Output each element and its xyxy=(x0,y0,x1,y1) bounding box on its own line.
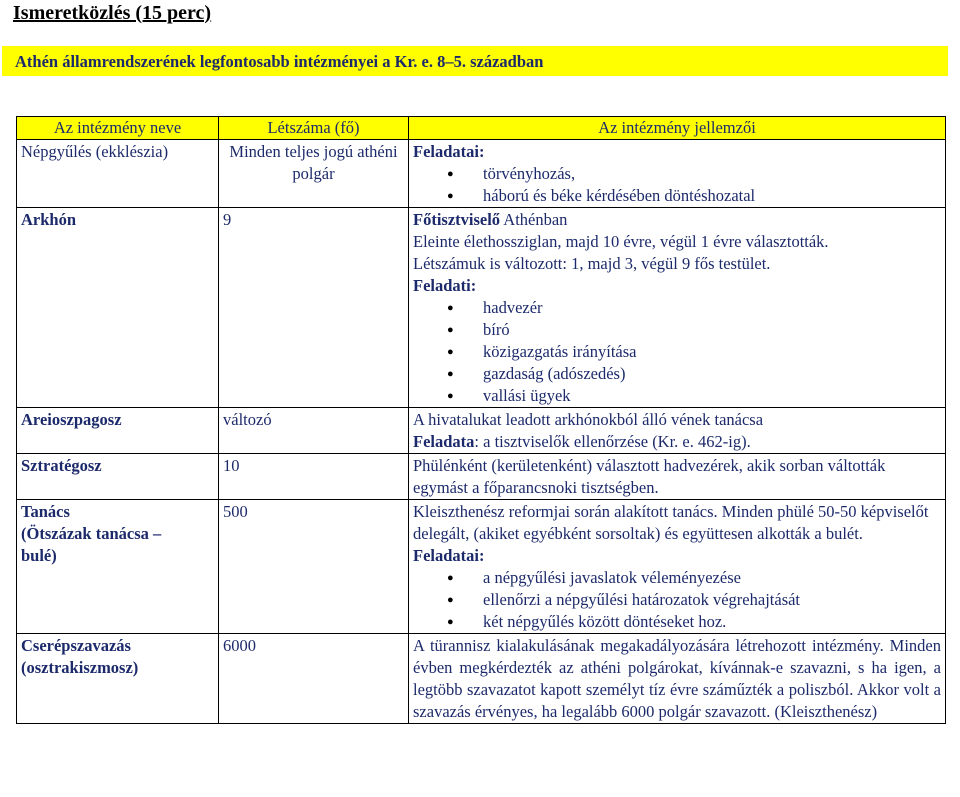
header-count: Létszáma (fő) xyxy=(219,117,409,140)
subtitle-banner: Athén államrendszerének legfontosabb intézményei a Kr. e. 8–5. században xyxy=(2,46,948,76)
list-item: ● törvényhozás, xyxy=(413,163,941,185)
table-row xyxy=(17,634,946,724)
institution-count: változó xyxy=(219,408,409,454)
name-line: (Ötszázak tanácsa – xyxy=(21,524,162,543)
institution-name: Arkhón xyxy=(17,208,219,408)
institution-features xyxy=(409,140,946,208)
tasks-list xyxy=(413,567,941,633)
institution-count: Minden teljes jogú athéni polgár xyxy=(219,140,409,208)
institution-name xyxy=(17,500,219,634)
list-item: ● két népgyűlés között döntéseket hoz. xyxy=(413,611,941,633)
header-row xyxy=(17,117,946,140)
tasks-label: Feladatai: xyxy=(413,546,485,565)
text-block: Kleiszthenész reformjai során alakított tanács. Minden phülé 50-50 képviselőt delegált, (akiket egyébként sorsoltak) és együttesen alkották a bulét. xyxy=(413,502,929,543)
institution-count: 500 xyxy=(219,500,409,634)
tasks-label: Feladati: xyxy=(413,276,477,295)
institutions-table xyxy=(16,116,946,724)
tasks-list xyxy=(413,297,941,407)
table-row xyxy=(17,408,946,454)
list-item: ● háború és béke kérdésében döntéshozatal xyxy=(413,185,941,207)
institution-count: 10 xyxy=(219,454,409,500)
section-heading: Ismeretközlés (15 perc) xyxy=(13,2,212,24)
tasks-list xyxy=(413,163,941,207)
list-item: ● közigazgatás irányítása xyxy=(413,341,941,363)
institution-features: Phülénként (kerületenként) választott hadvezérek, akik sorban váltották egymást a főparancsnoki tisztségben. xyxy=(409,454,946,500)
institution-count: 6000 xyxy=(219,634,409,724)
list-item: ● hadvezér xyxy=(413,297,941,319)
list-item: ● ellenőrzi a népgyűlési határozatok végrehajtását xyxy=(413,589,941,611)
list-item: ● bíró xyxy=(413,319,941,341)
institution-name xyxy=(17,634,219,724)
table-row xyxy=(17,454,946,500)
institution-name: Areioszpagosz xyxy=(17,408,219,454)
lead-line xyxy=(413,209,941,231)
tasks-text: : a tisztviselők ellenőrzése (Kr. e. 462-ig). xyxy=(474,432,751,451)
institution-features xyxy=(409,408,946,454)
text-line xyxy=(413,431,941,453)
table-row xyxy=(17,500,946,634)
header-features: Az intézmény jellemzői xyxy=(409,117,946,140)
institution-name: Népgyűlés (ekklészia) xyxy=(17,140,219,208)
list-item: ● gazdaság (adószedés) xyxy=(413,363,941,385)
institution-count: 9 xyxy=(219,208,409,408)
header-name: Az intézmény neve xyxy=(17,117,219,140)
institution-features xyxy=(409,208,946,408)
table-row xyxy=(17,140,946,208)
tasks-label: Feladatai: xyxy=(413,142,485,161)
institution-features: A türannisz kialakulásának megakadályozására létrehozott intézmény. Minden évben megkérdezték az athéni polgárokat, kívánnak-e szavazni, s ha igen, a legtöbb szavazatot kapott személyt tíz évre száműzték a poliszból. Akkor volt a szavazás érvényes, ha legalább 6000 polgár szavazott. (Kleiszthenész) xyxy=(409,634,946,724)
institution-name: Sztratégosz xyxy=(17,454,219,500)
table-row xyxy=(17,208,946,408)
text-line: Létszámuk is változott: 1, majd 3, végül 9 fős testület. xyxy=(413,254,771,273)
text-line: Eleinte élethossziglan, majd 10 évre, végül 1 évre választották. xyxy=(413,232,829,251)
text-line: A hivatalukat leadott arkhónokból álló vének tanácsa xyxy=(413,410,764,429)
name-line: bulé) xyxy=(21,546,57,565)
name-line: Cserépszavazás xyxy=(21,636,131,655)
lead-rest: Athénban xyxy=(500,210,568,229)
name-line: (osztrakiszmosz) xyxy=(21,658,139,677)
tasks-label: Feladata xyxy=(413,432,475,451)
list-item: ● a népgyűlési javaslatok véleményezése xyxy=(413,567,941,589)
lead-bold: Főtisztviselő xyxy=(413,210,501,229)
name-line: Tanács xyxy=(21,502,70,521)
list-item: ● vallási ügyek xyxy=(413,385,941,407)
institution-features xyxy=(409,500,946,634)
